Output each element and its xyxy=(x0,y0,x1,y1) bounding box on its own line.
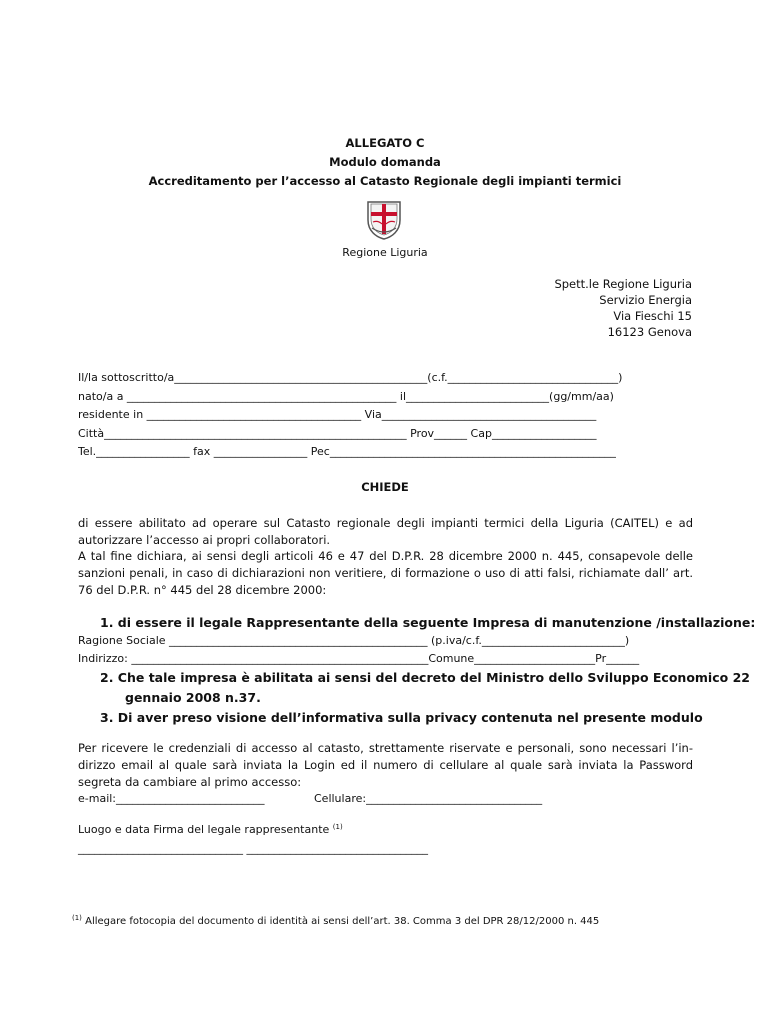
field-sottoscritto[interactable]: Il/la sottoscritto/a______________________________________________(c.f._______________________________) xyxy=(78,371,623,384)
chiede-heading: CHIEDE xyxy=(361,480,409,494)
logo-caption: Regione Liguria xyxy=(342,246,428,259)
item-2: 2. Che tale impresa è abilitata ai sensi del decreto del Ministro dello Sviluppo Economico 22 xyxy=(100,670,750,685)
field-ragione-sociale[interactable]: Ragione Sociale _______________________________________________ (p.iva/c.f.__________________________) xyxy=(78,634,630,647)
field-nato[interactable]: nato/a a _________________________________________________ il__________________________(gg/mm/aa) xyxy=(78,390,614,403)
field-email[interactable]: e-mail:___________________________ xyxy=(78,792,265,805)
luogo-label: Luogo e data Firma del legale rappresentante xyxy=(78,823,330,836)
address-line-1: Spett.le Regione Liguria xyxy=(554,277,692,291)
luogo-data-firma xyxy=(78,823,343,836)
footnote-marker: (1) xyxy=(72,914,82,922)
field-contatti[interactable]: Tel._________________ fax _________________ Pec____________________________________________________ xyxy=(78,445,616,458)
doc-heading: Accreditamento per l’accesso al Catasto Regionale degli impianti termici xyxy=(148,174,622,188)
paragraph-dichiarazione: A tal fine dichiara, ai sensi degli articoli 46 e 47 del D.P.R. 28 dicembre 2000 n. 445, consapevole delle sanzioni penali, in caso di dichiarazioni non veritiere, di formazione o uso di atti falsi, richiamate dall’ art. 76 del D.P.R. n° 445 del 28 dicembre 2000: xyxy=(78,549,693,597)
address-line-4: 16123 Genova xyxy=(607,325,692,339)
regione-liguria-logo xyxy=(364,198,404,240)
field-indirizzo[interactable]: Indirizzo: ______________________________________________________Comune______________________Pr______ xyxy=(78,652,640,665)
footnote xyxy=(72,914,599,927)
paragraph-credenziali: Per ricevere le credenziali di accesso al catasto, strettamente riservate e personali, sono necessari l’in-dirizzo email al quale sarà inviata la Login ed il numero di cellulare al quale sarà inviata la Password segreta da cambiare al primo accesso: xyxy=(78,741,693,789)
field-citta[interactable]: Città_______________________________________________________ Prov______ Cap___________________ xyxy=(78,427,597,440)
field-cellulare[interactable]: Cellulare:________________________________ xyxy=(314,792,543,805)
item-3: 3. Di aver preso visione dell’informativa sulla privacy contenuta nel presente modulo xyxy=(100,710,703,725)
address-line-3: Via Fieschi 15 xyxy=(613,309,692,323)
paragraph-abilitazione: di essere abilitato ad operare sul Catasto regionale degli impianti termici della Liguria (CAITEL) e ad autorizzare l’accesso ai propri collaboratori. xyxy=(78,516,693,547)
luogo-footnote-ref: (1) xyxy=(332,823,343,831)
footnote-text: Allegare fotocopia del documento di identità ai sensi dell’art. 38. Comma 3 del DPR 28/12/2000 n. 445 xyxy=(85,916,600,927)
item-2-cont: gennaio 2008 n.37. xyxy=(125,690,261,705)
address-line-2: Servizio Energia xyxy=(599,293,692,307)
item-1: 1. di essere il legale Rappresentante della seguente Impresa di manutenzione /installazione: xyxy=(100,615,756,630)
field-residente[interactable]: residente in _______________________________________ Via_______________________________________ xyxy=(78,408,597,421)
field-firma[interactable]: ______________________________ _________________________________ xyxy=(78,842,428,855)
doc-title: ALLEGATO C xyxy=(345,136,425,150)
doc-subtitle: Modulo domanda xyxy=(329,155,441,169)
